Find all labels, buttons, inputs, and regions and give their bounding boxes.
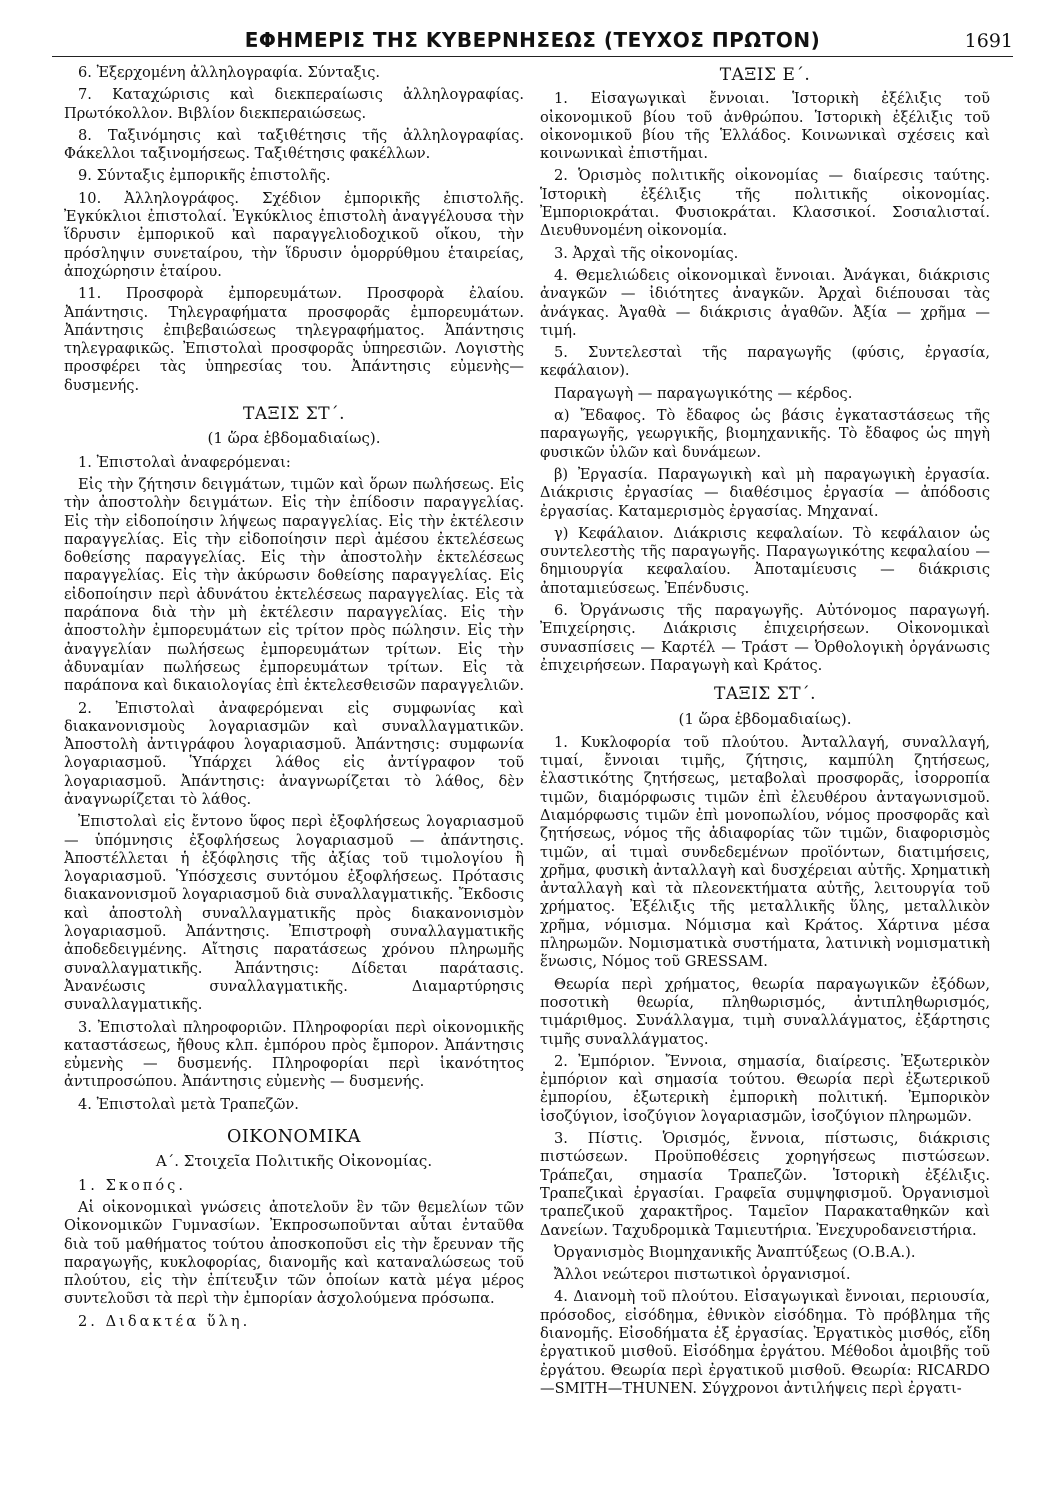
paragraph: 8. Ταξινόμησις καὶ ταξιθέτησις τῆς ἀλληλογραφίας. Φάκελλοι ταξινομήσεως. Ταξιθέτησις φακέλλων.: [64, 126, 524, 163]
header-rule: [52, 56, 1013, 57]
paragraph: 4. Θεμελιώδεις οἰκονομικαὶ ἔννοιαι. Ἀνάγκαι, διάκρισις ἀναγκῶν — ἰδιότητες ἀναγκῶν. Ἀρχαὶ διέπουσαι τὰς ἀνάγκας. Ἀγαθὰ — διάκρισις ἀγαθῶν. Ἀξία — χρῆμα — τιμή.: [540, 266, 990, 339]
paragraph: 7. Καταχώρισις καὶ διεκπεραίωσις ἀλληλογραφίας. Πρωτόκολλον. Βιβλίον διεκπεραιώσεως.: [64, 86, 524, 122]
paragraph: Παραγωγὴ — παραγωγικότης — κέρδος.: [554, 384, 853, 402]
paragraph: 5. Συντελεσταὶ τῆς παραγωγῆς (φύσις, ἐργασία, κεφάλαιον).: [540, 344, 990, 380]
paragraph: 1. Κυκλοφορία τοῦ πλούτου. Ἀνταλλαγή, συναλλαγή, τιμαί, ἔννοιαι τιμῆς, ζήτησις, καμπύλη ζητήσεως, ἐλαστικότης ζητήσεως, μεταβολαὶ προσφορᾶς, ἰσορροπία τιμῶν, διαμόρφωσις τιμῶν ἐπὶ ἐλευθέρου ἀνταγωνισμοῦ. Διαμόρφωσις τιμῶν ἐπὶ μονοπωλίου, νόμος προσφορᾶς καὶ ζητήσεως, νόμος τῆς ἀδιαφορίας τῶν τιμῶν, διαφορισμὸς τιμῶν, αἱ τιμαὶ συνδεδεμένων προϊόντων, διατιμήσεις, χρῆμα, φυσικὴ ἀνταλλαγὴ καὶ δυσχέρειαι αὐτῆς. Χρηματικὴ ἀνταλλαγὴ καὶ τὰ πλεονεκτήματα αὐτῆς, λειτουργία τοῦ χρήματος. Ἐξέλιξις τῆς μεταλλικῆς ὕλης, μεταλλικὸν χρῆμα, νόμισμα. Νόμισμα καὶ Κράτος. Χάρτινα μέσα πληρωμῶν. Νομισματικὰ συστήματα, λατινικὴ νομισματικὴ ἕνωσις, Νόμος τοῦ GRESSAM.: [540, 733, 990, 971]
paragraph: Ἄλλοι νεώτεροι πιστωτικοὶ ὀργανισμοί.: [554, 1266, 851, 1284]
section-subheading: (1 ὥρα ἑβδομαδιαίως).: [678, 709, 852, 728]
section-subheading: Α΄. Στοιχεῖα Πολιτικῆς Οἰκονομίας.: [155, 1152, 433, 1171]
paragraph: 11. Προσφορὰ ἐμπορευμάτων. Προσφορὰ ἐλαίου. Ἀπάντησις. Τηλεγραφήματα προσφορᾶς ἐμπορευμάτων. Ἀπάντησις ἐπιβεβαιώσεως τηλεγραφήματος. Ἀπάντησις τηλεγραφικῶς. Ἐπιστολαὶ προσφορᾶς ὑπηρεσιῶν. Λογιστὴς προσφέρει τὰς ὑπηρεσίας του. Ἀπάντησις εὐμενὴς—δυσμενής.: [64, 285, 524, 394]
paragraph: 2. Διδακτέα ὕλη.: [78, 1312, 251, 1330]
paragraph: β) Ἐργασία. Παραγωγικὴ καὶ μὴ παραγωγικὴ ἐργασία. Διάκρισις ἐργασίας — διαθέσιμος ἐργασία — ἀπόδοσις ἐργασίας. Καταμερισμὸς ἐργασίας. Μηχαναί.: [540, 465, 990, 520]
paragraph: 3. Πίστις. Ὁρισμός, ἔννοια, πίστωσις, διάκρισις πιστώσεων. Προϋποθέσεις χορηγήσεως πιστώσεων. Τράπεζαι, σημασία Τραπεζῶν. Ἱστορικὴ ἐξέλιξις. Τραπεζικαὶ ἐργασίαι. Γραφεῖα συμψηφισμοῦ. Ὀργανισμοὶ τραπεζικοῦ χαρακτῆρος. Ταμεῖον Παρακαταθηκῶν καὶ Δανείων. Ταχυδρομικὰ Ταμιευτήρια. Ἐνεχυροδανειστήρια.: [540, 1130, 990, 1239]
page-number: 1691: [964, 30, 1013, 52]
paragraph: 2. Ἐμπόριον. Ἔννοια, σημασία, διαίρεσις. Ἐξωτερικὸν ἐμπόριον καὶ σημασία τούτου. Θεωρία περὶ ἐξωτερικοῦ ἐμπορίου, ἐξωτερικὴ ἐμπορικὴ πολιτική. Ἐμπορικὸν ἰσοζύγιον, ἰσοζύγιον λογαριασμῶν, ἰσοζύγιον πληρωμῶν.: [540, 1052, 990, 1125]
section-heading: ΤΑΞΙΣ Ε΄.: [719, 65, 811, 85]
paragraph: 1. Εἰσαγωγικαὶ ἔννοιαι. Ἱστορικὴ ἐξέλιξις τοῦ οἰκονομικοῦ βίου τοῦ ἀνθρώπου. Ἱστορικὴ ἐξέλιξις τοῦ οἰκονομικοῦ βίου τῆς Ἑλλάδος. Κοινωνικαὶ σχέσεις καὶ κοινωνικαὶ ἐπιστῆμαι.: [540, 90, 990, 163]
paragraph: 6. Ὀργάνωσις τῆς παραγωγῆς. Αὐτόνομος παραγωγή. Ἐπιχείρησις. Διάκρισις ἐπιχειρήσεων. Οἰκονομικαὶ συνασπίσεις — Καρτέλ — Τράστ — Ὀρθολογικὴ ὀργάνωσις ἐπιχειρήσεων. Παραγωγὴ καὶ Κράτος.: [540, 602, 990, 674]
paragraph: Εἰς τὴν ζήτησιν δειγμάτων, τιμῶν καὶ ὅρων πωλήσεως. Εἰς τὴν ἀποστολὴν δειγμάτων. Εἰς τὴν ἐπίδοσιν παραγγελίας. Εἰς τὴν εἰδοποίησιν λήψεως παραγγελίας. Εἰς τὴν ἐκτέλεσιν παραγγελίας. Εἰς τὴν εἰδοποίησιν περὶ ἀμέσου ἐκτελέσεως δοθείσης παραγγελίας. Εἰς τὴν ἀποστολὴν ἐκτελέσεως παραγγελίας. Εἰς τὴν ἀκύρωσιν δοθείσης παραγγελίας. Εἰς εἰδοποίησιν περὶ ἀδυνάτου ἐκτελέσεως παραγγελίας. Εἰς τὰ παράπονα διὰ τὴν μὴ ἐκτέλεσιν παραγγελίας. Εἰς τὴν ἀποστολὴν ἐμπορευμάτων εἰς τρίτον πρὸς πώλησιν. Εἰς τὴν ἀναγγελίαν πωλήσεως ἐμπορευμάτων τρίτων. Εἰς τὴν ἀδυναμίαν πωλήσεως ἐμπορευμάτων τρίτων. Εἰς τὰ παράπονα καὶ δικαιολογίας ἐπὶ ἐκτελεσθεισῶν παραγγελιῶν.: [64, 475, 524, 695]
paragraph: 4. Ἐπιστολαὶ μετὰ Τραπεζῶν.: [78, 1095, 299, 1113]
section-subheading: (1 ὥρα ἑβδομαδιαίως).: [207, 429, 381, 448]
paragraph: 9. Σύνταξις ἐμπορικῆς ἐπιστολῆς.: [78, 167, 331, 185]
paragraph: 4. Διανομὴ τοῦ πλούτου. Εἰσαγωγικαὶ ἔννοιαι, περιουσία, πρόσοδος, εἰσόδημα, ἐθνικὸν εἰσόδημα. Τὸ πρόβλημα τῆς διανομῆς. Εἰσοδήματα ἐξ ἐργασίας. Ἐργατικὸς μισθός, εἴδη ἐργατικοῦ μισθοῦ. Εἰσόδημα ἐργάτου. Μέθοδοι ἀμοιβῆς τοῦ ἐργάτου. Θεωρία περὶ ἐργατικοῦ μισθοῦ. Θεωρία: RICARDO—SMITH—THUNEN. Σύγχρονοι ἀντιλήψεις περὶ ἐργατι-: [540, 1288, 990, 1397]
paragraph: 3. Ἀρχαὶ τῆς οἰκονομίας.: [554, 244, 739, 262]
right-column: [540, 64, 990, 1402]
paragraph: 10. Ἀλληλογράφος. Σχέδιον ἐμπορικῆς ἐπιστολῆς. Ἐγκύκλιοι ἐπιστολαί. Ἐγκύκλιος ἐπιστολὴ ἀναγγέλουσα τὴν ἵδρυσιν ἐμπορικοῦ καὶ παραγγελιοδοχικοῦ οἴκου, τὴν πρόσληψιν συνεταίρου, τὴν ἵδρυσιν ὁμορρύθμου ἑταιρείας, ἀποχώρησιν ἑταίρου.: [64, 189, 524, 280]
paragraph: 2. Ὁρισμὸς πολιτικῆς οἰκονομίας — διαίρεσις ταύτης. Ἱστορικὴ ἐξέλιξις τῆς πολιτικῆς οἰκονομίας. Ἐμποριοκράται. Φυσιοκράται. Κλασσικοί. Σοσιαλισταί. Διευθυνομένη οἰκονομία.: [540, 167, 990, 240]
paragraph: Ἐπιστολαὶ εἰς ἔντονο ὕφος περὶ ἐξοφλήσεως λογαριασμοῦ — ὑπόμνησις ἐξοφλήσεως λογαριασμοῦ — ἀπάντησις. Ἀποστέλλεται ἡ ἐξόφλησις τῆς ἀξίας τοῦ τιμολογίου ἢ λογαριασμοῦ. Ὑπόσχεσις συντόμου ἐξοφλήσεως. Πρότασις διακανονισμοῦ λογαριασμοῦ διὰ συναλλαγματικῆς. Ἔκδοσις καὶ ἀποστολὴ συναλλαγματικῆς πρὸς διακανονισμὸν λογαριασμοῦ. Ἀπάντησις. Ἐπιστροφὴ συναλλαγματικῆς ἀποδεδειγμένης. Αἴτησις παρατάσεως χρόνου πληρωμῆς συναλλαγματικῆς. Ἀπάντησις: Δίδεται παράτασις. Ἀνανέωσις συναλλαγματικῆς. Διαμαρτύρησις συναλλαγματικῆς.: [64, 813, 524, 1014]
paragraph: 3. Ἐπιστολαὶ πληροφοριῶν. Πληροφορίαι περὶ οἰκονομικῆς καταστάσεως, ἤθους κλπ. ἐμπόρου πρὸς ἔμπορον. Ἀπάντησις εὐμενὴς — δυσμενής. Πληροφορίαι περὶ ἱκανότητος ἀντιπροσώπου. Ἀπάντησις εὐμενὴς — δυσμενής.: [64, 1018, 524, 1091]
paragraph: 6. Ἐξερχομένη ἀλληλογραφία. Σύνταξις.: [78, 64, 381, 81]
gazette-title: ΕΦΗΜΕΡΙΣ ΤΗΣ ΚΥΒΕΡΝΗΣΕΩΣ (ΤΕΥΧΟΣ ΠΡΩΤΟΝ): [244, 28, 821, 52]
section-heading: ΤΑΞΙΣ ΣΤ΄.: [714, 684, 816, 705]
paragraph: Ὀργανισμὸς Βιομηχανικῆς Ἀναπτύξεως (Ο.Β.Α.).: [554, 1243, 916, 1261]
paragraph: Θεωρία περὶ χρήματος, θεωρία παραγωγικῶν ἐξόδων, ποσοτικὴ θεωρία, πληθωρισμός, ἀντιπληθωρισμός, τιμάριθμος. Συνάλλαγμα, τιμὴ συναλλάγματος, ἐξάρτησις τιμῆς συναλλάγματος.: [540, 975, 990, 1048]
paragraph: Αἱ οἰκονομικαὶ γνώσεις ἀποτελοῦν ἓν τῶν θεμελίων τῶν Οἰκονομικῶν Γυμνασίων. Ἐκπροσωποῦνται αὗται ἐνταῦθα διὰ τοῦ μαθήματος τούτου ἀποσκοποῦσι εἰς τὴν ἔρευναν τῆς παραγωγῆς, κυκλοφορίας, διανομῆς καὶ καταναλώσεως τοῦ πλούτου, εἰς τὴν ἐπίτευξιν τῶν ὁποίων κατὰ μέγα μέρος συντελοῦσι τὰ περὶ τὴν ἐμπορίαν ἀσχολούμενα πρόσωπα.: [64, 1198, 524, 1308]
paragraph: 1. Σκοπός.: [78, 1176, 186, 1194]
left-column: [64, 64, 524, 1335]
page-header: [52, 14, 1013, 54]
section-heading: ΤΑΞΙΣ ΣΤ΄.: [243, 404, 345, 425]
section-heading: ΟΙΚΟΝΟΜΙΚΑ: [227, 1127, 361, 1148]
paragraph: γ) Κεφάλαιον. Διάκρισις κεφαλαίων. Τὸ κεφάλαιον ὡς συντελεστὴς τῆς παραγωγῆς. Παραγωγικότης κεφαλαίου — δημιουργία κεφαλαίου. Ἀποταμίευσις — διάκρισις ἀποταμιεύσεως. Ἐπένδυσις.: [540, 524, 990, 597]
paragraph: 1. Ἐπιστολαὶ ἀναφερόμεναι:: [78, 453, 291, 471]
paragraph: α) Ἔδαφος. Τὸ ἔδαφος ὡς βάσις ἐγκαταστάσεως τῆς παραγωγῆς, γεωργικῆς, βιομηχανικῆς. Τὸ ἔδαφος ὡς πηγὴ φυσικῶν ὑλῶν καὶ δυνάμεων.: [540, 407, 990, 461]
paragraph: 2. Ἐπιστολαὶ ἀναφερόμεναι εἰς συμφωνίας καὶ διακανονισμοὺς λογαριασμῶν καὶ συναλλαγματικῶν. Ἀποστολὴ ἀντιγράφου λογαριασμοῦ. Ἀπάντησις: συμφωνία λογαριασμοῦ. Ὑπάρχει λάθος εἰς ἀντίγραφον τοῦ λογαριασμοῦ. Ἀπάντησις: ἀναγνωρίζεται τὸ λάθος, δὲν ἀναγνωρίζεται τὸ λάθος.: [64, 699, 524, 808]
